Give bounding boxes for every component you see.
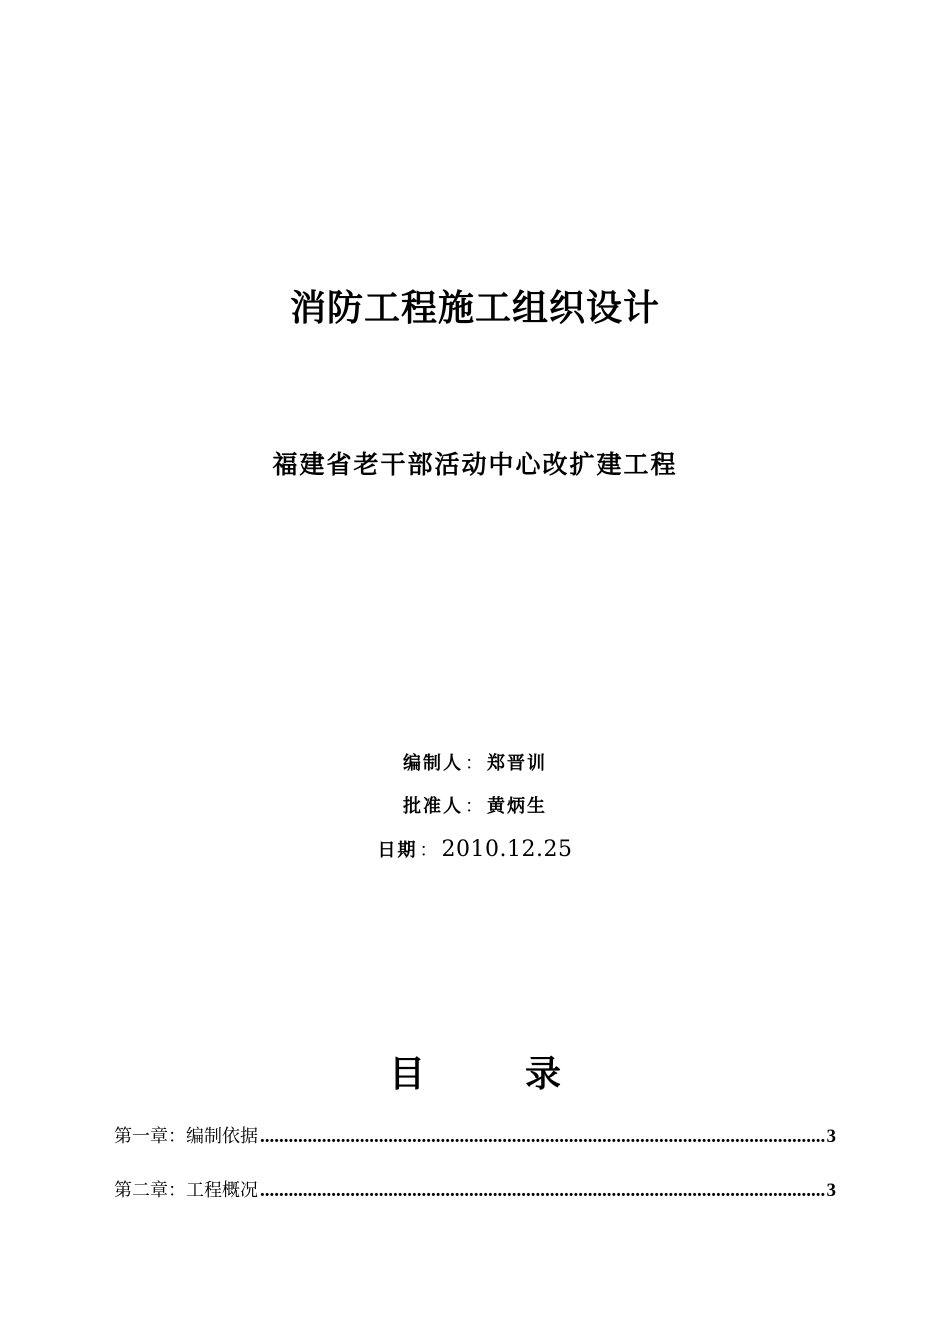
meta-separator: ： <box>465 796 485 817</box>
project-name: 福建省老干部活动中心改扩建工程 <box>272 450 678 479</box>
meta-approver-label: 批准人 <box>403 796 463 817</box>
toc-entry-page: 3 <box>826 1180 836 1201</box>
toc-heading-char-2: 录 <box>525 1054 562 1095</box>
toc-leader-dots <box>260 1180 825 1202</box>
toc-entry-page: 3 <box>826 1126 836 1147</box>
meta-compiler-value: 郑晋训 <box>487 753 547 774</box>
toc-heading <box>0 1050 950 1100</box>
meta-approver-value: 黄炳生 <box>487 796 547 817</box>
meta-date-value: 2010.12.25 <box>441 837 573 862</box>
meta-compiler-label: 编制人 <box>403 753 463 774</box>
meta-date <box>0 836 950 865</box>
meta-compiler <box>0 750 950 778</box>
toc-list <box>114 1122 836 1230</box>
document-title: 消防工程施工组织设计 <box>289 288 660 329</box>
toc-entry-label: 第二章：工程概况 <box>114 1180 258 1201</box>
toc-entry-label: 第一章：编制依据 <box>114 1126 258 1147</box>
toc-entry[interactable] <box>114 1122 836 1176</box>
toc-heading-char-1: 目 <box>388 1054 425 1095</box>
meta-approver <box>0 793 950 821</box>
meta-date-label: 日期 <box>377 840 418 861</box>
toc-entry[interactable] <box>114 1176 836 1230</box>
meta-separator: ： <box>419 840 440 861</box>
meta-separator: ： <box>465 753 485 774</box>
toc-leader-dots <box>260 1126 825 1148</box>
